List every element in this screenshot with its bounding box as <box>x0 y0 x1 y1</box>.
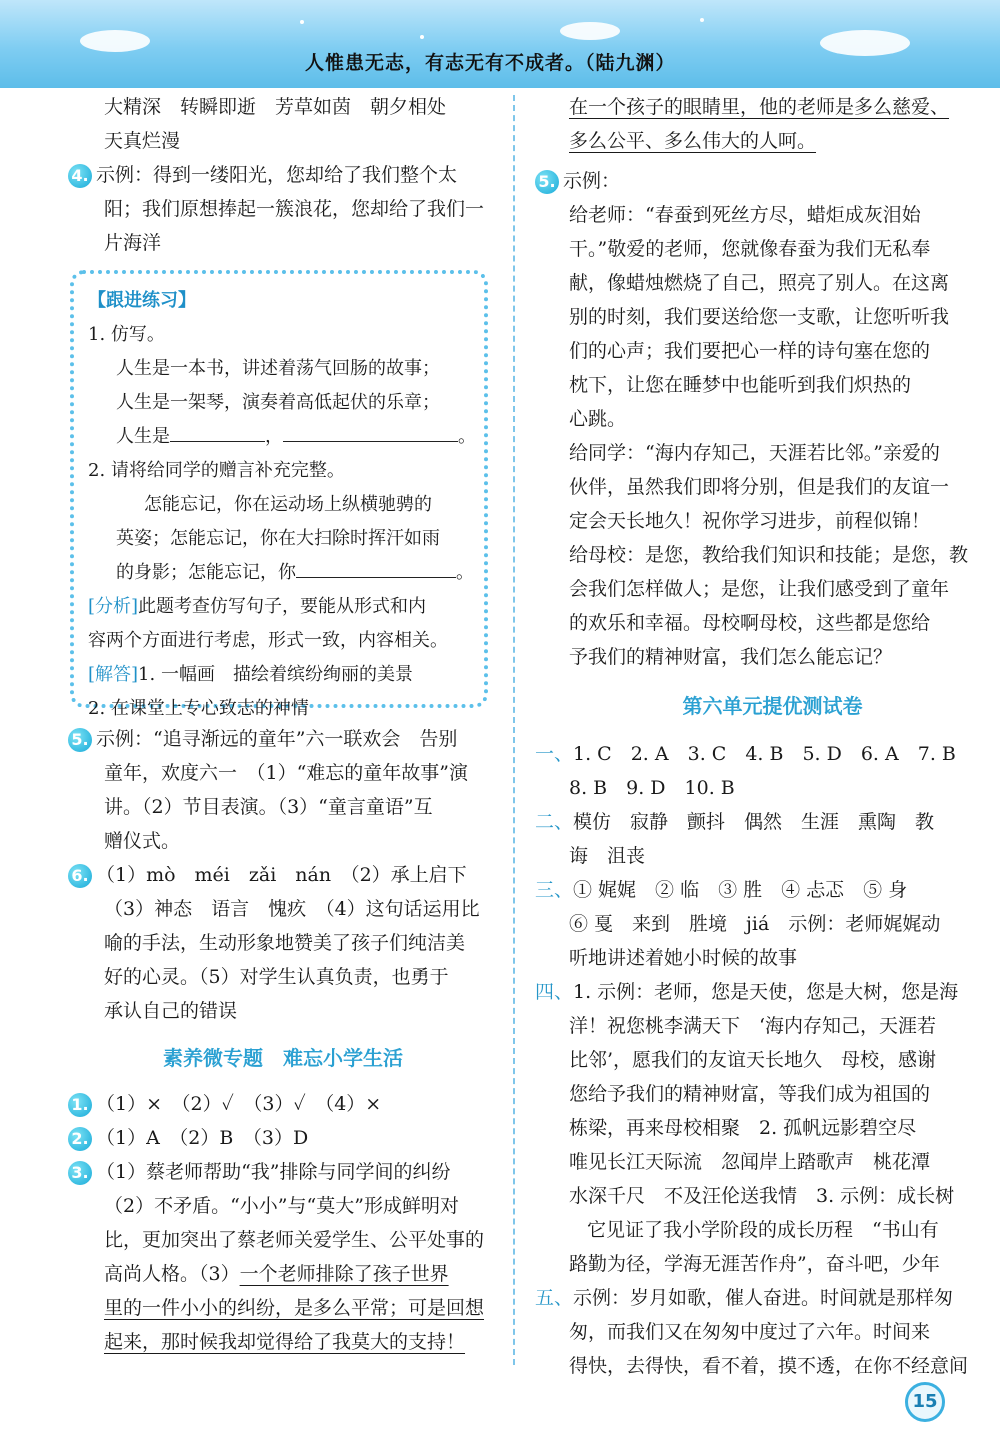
text-line: 们的心声；我们要把心一样的诗句塞在您的 <box>569 340 931 362</box>
part-label: 五、 <box>535 1287 574 1309</box>
text-line: 人生是一本书，讲述着荡气回肠的故事； <box>116 358 440 379</box>
underlined-text: 在一个孩子的眼睛里，他的老师是多么慈爱、 <box>569 96 950 118</box>
text-line: 模仿 寂静 颤抖 偶然 生涯 熏陶 教 <box>573 811 935 833</box>
header-banner <box>0 0 1000 88</box>
text-line: 给同学：“海内存知己，天涯若比邻。”亲爱的 <box>569 442 940 464</box>
text-line: 比邻’，愿我们的友谊天长地久 母校，感谢 <box>569 1049 937 1071</box>
left-column-lower <box>68 722 498 1359</box>
text-line: 喻的手法，生动形象地赞美了孩子们纯洁美 <box>104 932 466 954</box>
text-line: ① 娓娓 ② 临 ③ 胜 ④ 忐忑 ⑤ 身 <box>573 879 908 901</box>
sparkle-icon <box>420 35 424 39</box>
question-number-badge: 5. <box>535 170 559 194</box>
text-line: 好的心灵。（5）对学生认真负责，也勇于 <box>104 966 449 988</box>
text-line: 8. B 9. D 10. B <box>569 777 735 799</box>
text-line: 赠仪式。 <box>104 830 181 852</box>
text-line: 示例：“追寻渐远的童年”六一联欢会 告别 <box>96 728 458 750</box>
text-line: 定会天长地久！祝你学习进步，前程似锦！ <box>569 510 931 532</box>
text-line: 片海洋 <box>104 232 162 254</box>
fill-in-line: 人生是 ， 。 <box>116 420 484 454</box>
text-line: 高尚人格。（3） <box>104 1263 240 1285</box>
text-line: （1）A （2）B （3）D <box>96 1127 309 1149</box>
text-line: 别的时刻，我们要送给您一支歌，让您听听我 <box>569 306 950 328</box>
answer-blank <box>296 557 456 578</box>
practice-box <box>70 270 488 719</box>
underlined-text: 一个老师排除了孩子世界 <box>239 1263 449 1285</box>
underlined-text: 起来，那时候我却觉得给了我莫大的支持！ <box>104 1331 466 1353</box>
text-line: （1）mò méi zǎi nán （2）承上启下 <box>96 864 467 886</box>
text-line: 匆，而我们又在匆匆中度过了六年。时间来 <box>569 1321 931 1343</box>
text-line: （1）× （2）✓ （3）✓ （4）× <box>96 1093 382 1115</box>
text-line: 1. 仿写。 <box>88 324 165 345</box>
box-title: 【跟进练习】 <box>88 290 196 311</box>
text-line: 1. 一幅画 描绘着缤纷绚丽的美景 <box>138 664 413 685</box>
part-label: 四、 <box>535 981 574 1003</box>
answer-blank <box>283 421 458 442</box>
right-column <box>535 90 970 1383</box>
text-line: 予我们的精神财富，我们怎么能忘记？ <box>569 646 893 668</box>
text-line: 示例：岁月如歌，催人奋进。时间就是那样匆 <box>573 1287 954 1309</box>
text-line: 洋！祝您桃李满天下 ‘海内存知己，天涯若 <box>569 1015 937 1037</box>
text-line: 得快，去得快，看不着，摸不透，在你不经意间 <box>569 1355 969 1377</box>
text-line: 2. 请将给同学的赠言补充完整。 <box>88 460 345 481</box>
text-line: 枕下，让您在睡梦中也能听到我们炽热的 <box>569 374 912 396</box>
underlined-text: 多么公平、多么伟大的人呵。 <box>569 130 817 152</box>
text-line: （3）神态 语言 愧疚 （4）这句话运用比 <box>104 898 480 920</box>
text-line: 天真烂漫 <box>104 130 181 152</box>
text-line: （2）不矛盾。“小小”与“莫大”形成鲜明对 <box>104 1195 459 1217</box>
text-line: 它见证了我小学阶段的成长历程 “书山有 <box>587 1219 939 1241</box>
part-label: 三、 <box>535 879 574 901</box>
text-line: 唯见长江天际流 忽闻岸上踏歌声 桃花潭 <box>569 1151 931 1173</box>
header-motto: 人惟患无志，有志无有不成者。（陆九渊） <box>305 52 676 74</box>
question-number-badge: 1. <box>68 1093 92 1117</box>
text-line: 此题考查仿写句子，要能从形式和内 <box>138 596 427 617</box>
cloud-decoration <box>80 30 150 52</box>
text-line: 大精深 转瞬即逝 芳草如茵 朝夕相处 <box>104 96 447 118</box>
text-line: 伙伴，虽然我们即将分别，但是我们的友谊一 <box>569 476 950 498</box>
text-line: 2. 在课堂上专心致志的神情 <box>88 698 309 719</box>
question-number-badge: 3. <box>68 1161 92 1185</box>
text-line: 水深千尺 不及汪伦送我情 3. 示例：成长树 <box>569 1185 955 1207</box>
text-line: 阳；我们原想捧起一簇浪花，您却给了我们一 <box>104 198 485 220</box>
text-line: 的欢乐和幸福。母校啊母校，这些都是您给 <box>569 612 931 634</box>
text-line: 示例：得到一缕阳光，您却给了我们整个太 <box>96 164 458 186</box>
left-column <box>68 90 498 260</box>
column-divider <box>513 95 515 1365</box>
text-line: 心跳。 <box>569 408 627 430</box>
text-line: 英姿；怎能忘记，你在大扫除时挥汗如雨 <box>116 528 440 549</box>
fill-in-line: 的身影；怎能忘记，你 。 <box>116 556 484 590</box>
text-line: 1. 示例：老师，您是天使，您是大树，您是海 <box>573 981 959 1003</box>
text-line: 献，像蜡烛燃烧了自己，照亮了别人。在这离 <box>569 272 950 294</box>
analysis-tag: [分析] <box>88 596 139 617</box>
text-line: 会我们怎样做人；是您，让我们感受到了童年 <box>569 578 950 600</box>
answer-tag: [解答] <box>88 664 139 685</box>
question-number-badge: 2. <box>68 1127 92 1151</box>
question-number-badge: 5. <box>68 728 92 752</box>
text-line: 路勤为径，学海无涯苦作舟”，奋斗吧，少年 <box>569 1253 940 1275</box>
part-label: 二、 <box>535 811 574 833</box>
text-line: （1）蔡老师帮助“我”排除与同学间的纠纷 <box>96 1161 451 1183</box>
text-line: 童年，欢度六一 （1）“难忘的童年故事”演 <box>104 762 469 784</box>
text-line: 给老师：“春蚕到死丝方尽，蜡炬成灰泪始 <box>569 204 921 226</box>
question-number-badge: 4. <box>68 164 92 188</box>
text-line: 您给予我们的精神财富，等我们成为祖国的 <box>569 1083 931 1105</box>
section-title: 第六单元提优测试卷 <box>682 694 863 718</box>
text-line: 承认自己的错误 <box>104 1000 238 1022</box>
text-line: 1. C 2. A 3. C 4. B 5. D 6. A 7. B <box>573 743 956 765</box>
text-line: 讲。（2）节目表演。（3）“童言童语”互 <box>104 796 433 818</box>
text-line: 诲 沮丧 <box>569 845 646 867</box>
question-number-badge: 6. <box>68 864 92 888</box>
section-title: 素养微专题 难忘小学生活 <box>163 1046 403 1070</box>
text-line: ⑥ 戛 来到 胜境 jiá 示例：老师娓娓动 <box>569 913 941 935</box>
underlined-text: 里的一件小小的纠纷，是多么平常；可是回想 <box>104 1297 485 1319</box>
cloud-decoration <box>820 30 910 56</box>
sparkle-icon <box>700 18 704 22</box>
text-line: 示例： <box>563 170 621 192</box>
cloud-decoration <box>560 22 620 40</box>
text-line: 人生是一架琴，演奏着高低起伏的乐章； <box>116 392 440 413</box>
part-label: 一、 <box>535 743 574 765</box>
text-line: 干。”敬爱的老师，您就像春蚕为我们无私奉 <box>569 238 931 260</box>
page-number: 15 <box>905 1382 945 1422</box>
text-line: 听地讲述着她小时候的故事 <box>569 947 798 969</box>
sparkle-icon <box>300 20 304 24</box>
text-line: 比，更加突出了蔡老师关爱学生、公平处事的 <box>104 1229 485 1251</box>
text-line: 怎能忘记，你在运动场上纵横驰骋的 <box>144 494 432 515</box>
answer-blank <box>170 421 265 442</box>
text-line: 容两个方面进行考虑，形式一致，内容相关。 <box>88 630 448 651</box>
text-line: 给母校：是您，教给我们知识和技能；是您，教 <box>569 544 969 566</box>
text-line: 栋梁，再来母校相聚 2. 孤帆远影碧空尽 <box>569 1117 917 1139</box>
